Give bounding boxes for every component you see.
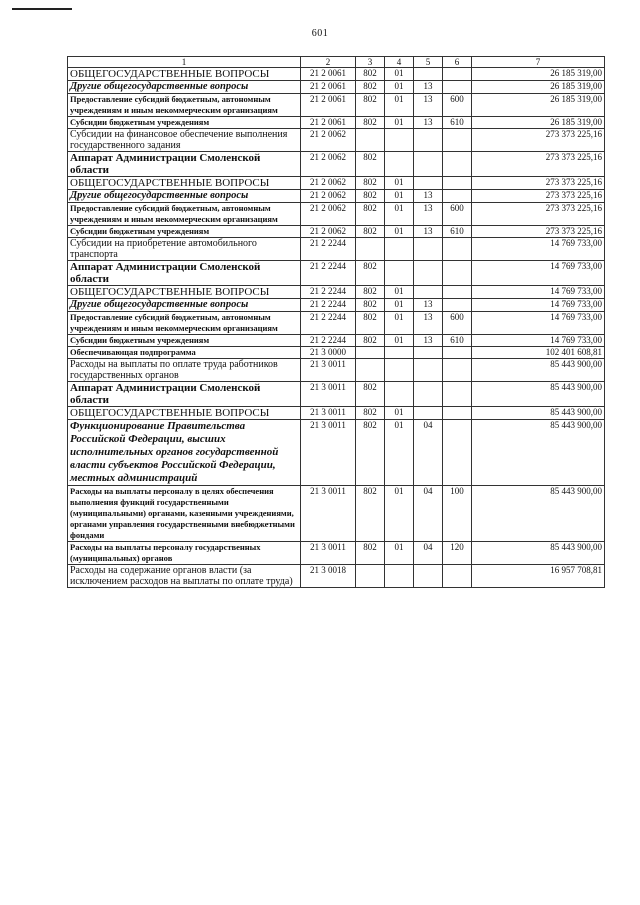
section-code [385,382,414,407]
expense-type-code [443,68,472,81]
amount: 14 769 733,00 [472,335,605,347]
ministry-code [356,565,385,588]
subsection-code [414,152,443,177]
section-code [385,359,414,382]
amount: 26 185 319,00 [472,117,605,129]
expense-type-code [443,565,472,588]
section-code: 01 [385,420,414,486]
target-code: 21 3 0011 [301,486,356,542]
amount: 273 373 225,16 [472,177,605,190]
column-number: 2 [301,57,356,68]
row-name: Функционирование Правительства Российской Федерации, высших исполнительных органов государственной власти субъектов Российской Федерации, местных администраций [68,420,301,486]
expense-type-code: 100 [443,486,472,542]
section-code [385,261,414,286]
subsection-code [414,68,443,81]
section-code: 01 [385,226,414,238]
section-code: 01 [385,117,414,129]
subsection-code: 04 [414,542,443,565]
table-row [68,238,605,261]
top-rule [12,8,72,10]
expense-type-code [443,177,472,190]
amount: 273 373 225,16 [472,190,605,203]
subsection-code: 13 [414,203,443,226]
column-number: 4 [385,57,414,68]
row-name: Аппарат Администрации Смоленской области [68,261,301,286]
expense-type-code [443,129,472,152]
subsection-code: 13 [414,335,443,347]
expense-type-code [443,382,472,407]
subsection-code [414,382,443,407]
target-code: 21 2 2244 [301,286,356,299]
target-code: 21 3 0011 [301,359,356,382]
row-name: ОБЩЕГОСУДАРСТВЕННЫЕ ВОПРОСЫ [68,68,301,81]
subsection-code: 13 [414,312,443,335]
ministry-code: 802 [356,203,385,226]
amount: 14 769 733,00 [472,312,605,335]
target-code: 21 2 2244 [301,261,356,286]
subsection-code [414,347,443,359]
table-row [68,420,605,486]
expense-type-code [443,407,472,420]
expense-type-code [443,420,472,486]
section-code: 01 [385,486,414,542]
subsection-code [414,261,443,286]
section-code: 01 [385,190,414,203]
subsection-code [414,286,443,299]
row-name: Предоставление субсидий бюджетным, автономным учреждениям и иным некоммерческим организациям [68,94,301,117]
amount: 85 443 900,00 [472,407,605,420]
table-row [68,68,605,81]
ministry-code: 802 [356,407,385,420]
amount: 85 443 900,00 [472,542,605,565]
target-code: 21 2 0061 [301,94,356,117]
expense-type-code [443,299,472,312]
row-name: Аппарат Администрации Смоленской области [68,382,301,407]
section-code: 01 [385,299,414,312]
amount: 14 769 733,00 [472,286,605,299]
budget-table [67,56,605,588]
expense-type-code [443,190,472,203]
amount: 273 373 225,16 [472,152,605,177]
section-code [385,238,414,261]
ministry-code: 802 [356,312,385,335]
section-code: 01 [385,542,414,565]
amount: 14 769 733,00 [472,299,605,312]
table-row [68,190,605,203]
subsection-code: 04 [414,486,443,542]
section-code [385,129,414,152]
section-code [385,152,414,177]
table-row [68,117,605,129]
expense-type-code: 610 [443,117,472,129]
target-code: 21 2 0061 [301,117,356,129]
row-name: Субсидии бюджетным учреждениям [68,226,301,238]
table-row [68,565,605,588]
section-code: 01 [385,335,414,347]
ministry-code: 802 [356,152,385,177]
expense-type-code [443,347,472,359]
ministry-code [356,238,385,261]
row-name: Другие общегосударственные вопросы [68,190,301,203]
subsection-code [414,407,443,420]
ministry-code [356,129,385,152]
target-code: 21 3 0011 [301,420,356,486]
target-code: 21 2 0061 [301,81,356,94]
row-name: Расходы на содержание органов власти (за исключением расходов на выплаты по оплате труда) [68,565,301,588]
amount: 14 769 733,00 [472,261,605,286]
row-name: Предоставление субсидий бюджетным, автономным учреждениям и иным некоммерческим организациям [68,312,301,335]
ministry-code: 802 [356,81,385,94]
section-code [385,347,414,359]
ministry-code: 802 [356,94,385,117]
target-code: 21 3 0011 [301,382,356,407]
ministry-code: 802 [356,420,385,486]
expense-type-code: 600 [443,312,472,335]
table-row [68,299,605,312]
ministry-code: 802 [356,335,385,347]
section-code: 01 [385,203,414,226]
expense-type-code: 610 [443,335,472,347]
subsection-code [414,565,443,588]
expense-type-code: 610 [443,226,472,238]
ministry-code: 802 [356,286,385,299]
target-code: 21 3 0018 [301,565,356,588]
row-name: Субсидии бюджетным учреждениям [68,335,301,347]
table-row [68,261,605,286]
ministry-code: 802 [356,226,385,238]
section-code: 01 [385,286,414,299]
amount: 26 185 319,00 [472,81,605,94]
row-name: Предоставление субсидий бюджетным, автономным учреждениям и иным некоммерческим организациям [68,203,301,226]
table-row [68,152,605,177]
amount: 273 373 225,16 [472,203,605,226]
target-code: 21 2 2244 [301,238,356,261]
target-code: 21 3 0011 [301,407,356,420]
table-row [68,203,605,226]
target-code: 21 2 0062 [301,129,356,152]
expense-type-code: 600 [443,203,472,226]
row-name: Субсидии бюджетным учреждениям [68,117,301,129]
amount: 85 443 900,00 [472,486,605,542]
ministry-code: 802 [356,486,385,542]
column-number: 5 [414,57,443,68]
column-number: 3 [356,57,385,68]
row-name: Субсидии на финансовое обеспечение выполнения государственного задания [68,129,301,152]
expense-type-code [443,359,472,382]
section-code: 01 [385,177,414,190]
column-number: 7 [472,57,605,68]
section-code: 01 [385,68,414,81]
expense-type-code: 600 [443,94,472,117]
expense-type-code [443,286,472,299]
subsection-code [414,238,443,261]
table-row [68,359,605,382]
subsection-code: 04 [414,420,443,486]
column-number: 1 [68,57,301,68]
row-name: Другие общегосударственные вопросы [68,299,301,312]
target-code: 21 2 0062 [301,190,356,203]
table-row [68,177,605,190]
row-name: ОБЩЕГОСУДАРСТВЕННЫЕ ВОПРОСЫ [68,407,301,420]
subsection-code: 13 [414,226,443,238]
table-row [68,129,605,152]
amount: 26 185 319,00 [472,94,605,117]
expense-type-code [443,152,472,177]
subsection-code [414,129,443,152]
column-number-row [68,57,605,68]
target-code: 21 3 0000 [301,347,356,359]
amount: 26 185 319,00 [472,68,605,81]
subsection-code: 13 [414,81,443,94]
amount: 102 401 608,81 [472,347,605,359]
amount: 85 443 900,00 [472,420,605,486]
table-row [68,486,605,542]
ministry-code: 802 [356,261,385,286]
page-number: 601 [311,28,329,39]
target-code: 21 2 0062 [301,152,356,177]
amount: 273 373 225,16 [472,226,605,238]
expense-type-code [443,81,472,94]
amount: 85 443 900,00 [472,382,605,407]
expense-type-code [443,238,472,261]
ministry-code: 802 [356,117,385,129]
amount: 273 373 225,16 [472,129,605,152]
table-row [68,407,605,420]
ministry-code: 802 [356,542,385,565]
subsection-code [414,359,443,382]
target-code: 21 2 0062 [301,177,356,190]
amount: 14 769 733,00 [472,238,605,261]
table-row [68,286,605,299]
section-code: 01 [385,312,414,335]
table-row [68,347,605,359]
ministry-code: 802 [356,190,385,203]
ministry-code [356,359,385,382]
table-row [68,335,605,347]
ministry-code: 802 [356,177,385,190]
ministry-code: 802 [356,382,385,407]
row-name: Аппарат Администрации Смоленской области [68,152,301,177]
subsection-code [414,177,443,190]
table-row [68,542,605,565]
row-name: Расходы на выплаты по оплате труда работников государственных органов [68,359,301,382]
section-code: 01 [385,407,414,420]
expense-type-code [443,261,472,286]
row-name: ОБЩЕГОСУДАРСТВЕННЫЕ ВОПРОСЫ [68,177,301,190]
table-row [68,382,605,407]
column-number: 6 [443,57,472,68]
target-code: 21 2 2244 [301,299,356,312]
section-code [385,565,414,588]
target-code: 21 3 0011 [301,542,356,565]
target-code: 21 2 2244 [301,335,356,347]
target-code: 21 2 0061 [301,68,356,81]
row-name: Расходы на выплаты персоналу в целях обеспечения выполнения функций государственными (муниципальными) органами, казенными учреждениями, органами управления государственными внебюджетными фондами [68,486,301,542]
section-code: 01 [385,81,414,94]
table-row [68,81,605,94]
row-name: Другие общегосударственные вопросы [68,81,301,94]
subsection-code: 13 [414,190,443,203]
row-name: ОБЩЕГОСУДАРСТВЕННЫЕ ВОПРОСЫ [68,286,301,299]
ministry-code [356,347,385,359]
row-name: Расходы на выплаты персоналу государственных (муниципальных) органов [68,542,301,565]
amount: 16 957 708,81 [472,565,605,588]
subsection-code: 13 [414,117,443,129]
section-code: 01 [385,94,414,117]
table-row [68,94,605,117]
target-code: 21 2 0062 [301,203,356,226]
target-code: 21 2 2244 [301,312,356,335]
table-row [68,312,605,335]
amount: 85 443 900,00 [472,359,605,382]
ministry-code: 802 [356,299,385,312]
ministry-code: 802 [356,68,385,81]
subsection-code: 13 [414,94,443,117]
row-name: Субсидии на приобретение автомобильного транспорта [68,238,301,261]
expense-type-code: 120 [443,542,472,565]
table-row [68,226,605,238]
subsection-code: 13 [414,299,443,312]
target-code: 21 2 0062 [301,226,356,238]
row-name: Обеспечивающая подпрограмма [68,347,301,359]
